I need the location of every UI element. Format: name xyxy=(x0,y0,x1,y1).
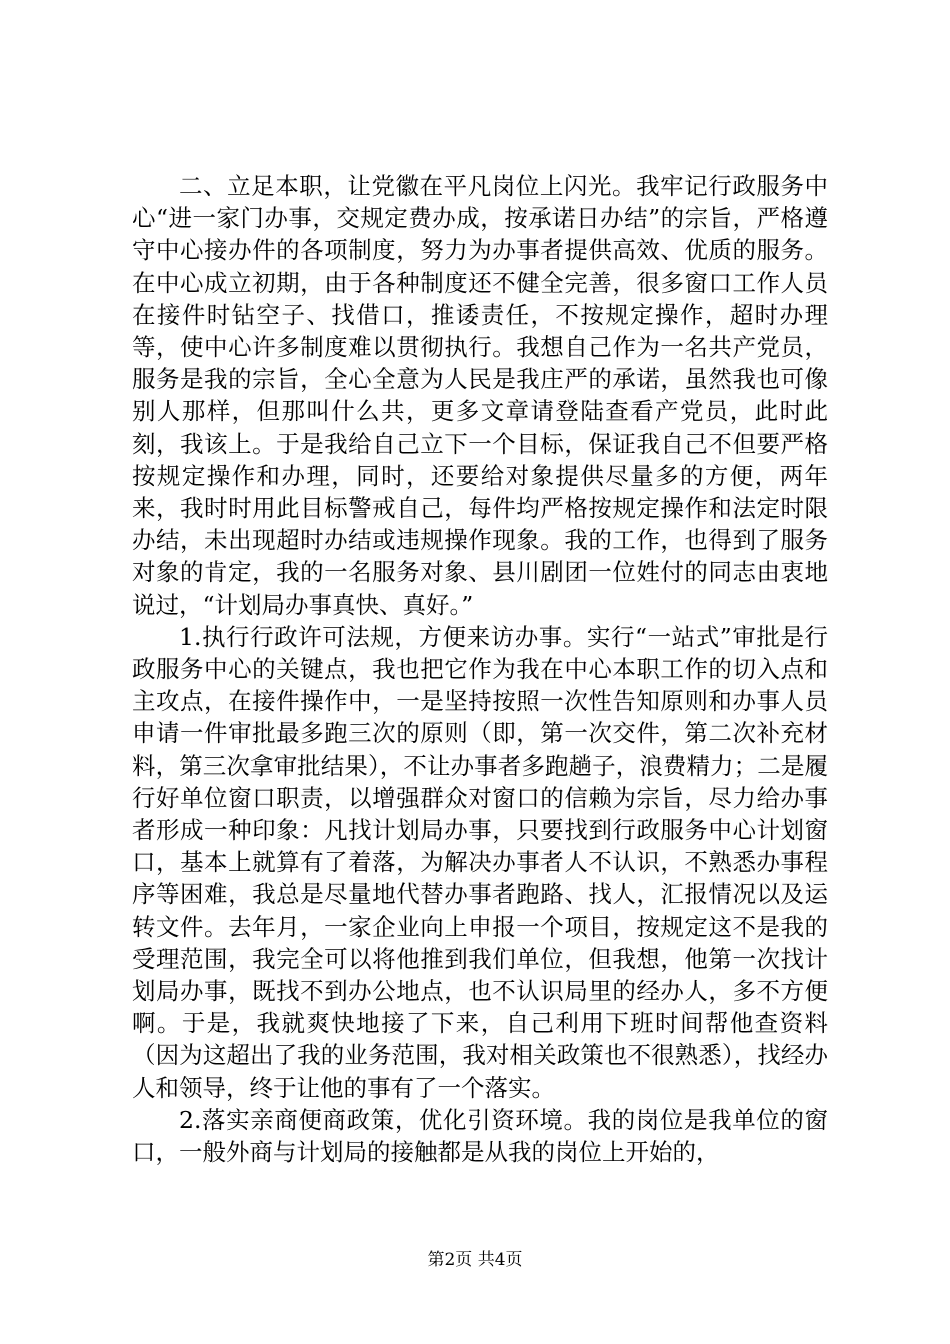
paragraph-1: 二、立足本职，让党徽在平凡岗位上闪光。我牢记行政服务中心“进一家门办事，交规定费办成，按承诺日办结”的宗旨，严格遵守中心接办件的各项制度，努力为办事者提供高效、优质的服务。在中心成立初期，由于各种制度还不健全完善，很多窗口工作人员在接件时钻空子、找借口，推诿责任，不按规定操作，超时办理等，使中心许多制度难以贯彻执行。我想自己作为一名共产党员，服务是我的宗旨，全心全意为人民是我庄严的承诺，虽然我也可像别人那样，但那叫什么共，更多文章请登陆查看产党员，此时此刻，我该上。于是我给自己立下一个目标，保证我自己不但要严格按规定操作和办理，同时，还要给对象提供尽量多的方便，两年来，我时时用此目标警戒自己，每件均严格按规定操作和法定时限办结，未出现超时办结或违规操作现象。我的工作，也得到了服务对象的肯定，我的一名服务对象、县川剧团一位姓付的同志由衷地说过，“计划局办事真快、真好。” xyxy=(132,172,828,619)
document-body xyxy=(132,170,828,1168)
page-footer: 第2页 共4页 xyxy=(427,1250,523,1270)
paragraph-2: 1.执行行政许可法规，方便来访办事。实行“一站式”审批是行政服务中心的关键点，我也把它作为我在中心本职工作的切入点和主攻点，在接件操作中，一是坚持按照一次性告知原则和办事人员申请一件审批最多跑三次的原则（即，第一次交件，第二次补充材料，第三次拿审批结果），不让办事者多跑趟子，浪费精力；二是履行好单位窗口职责，以增强群众对窗口的信赖为宗旨，尽力给办事者形成一种印象：凡找计划局办事，只要找到行政服务中心计划窗口，基本上就算有了着落，为解决办事者人不认识，不熟悉办事程序等困难，我总是尽量地代替办事者跑路、找人，汇报情况以及运转文件。去年月，一家企业向上申报一个项目，按规定这不是我的受理范围，我完全可以将他推到我们单位，但我想，他第一次找计划局办事，既找不到办公地点，也不认识局里的经办人，多不方便啊。于是，我就爽快地接了下来，自己利用下班时间帮他查资料（因为这超出了我的业务范围，我对相关政策也不很熟悉），找经办人和领导，终于让他的事有了一个落实。 xyxy=(132,622,828,1102)
paragraph-3: 2.落实亲商便商政策，优化引资环境。我的岗位是我单位的窗口，一般外商与计划局的接触都是从我的岗位上开始的， xyxy=(132,1105,828,1167)
